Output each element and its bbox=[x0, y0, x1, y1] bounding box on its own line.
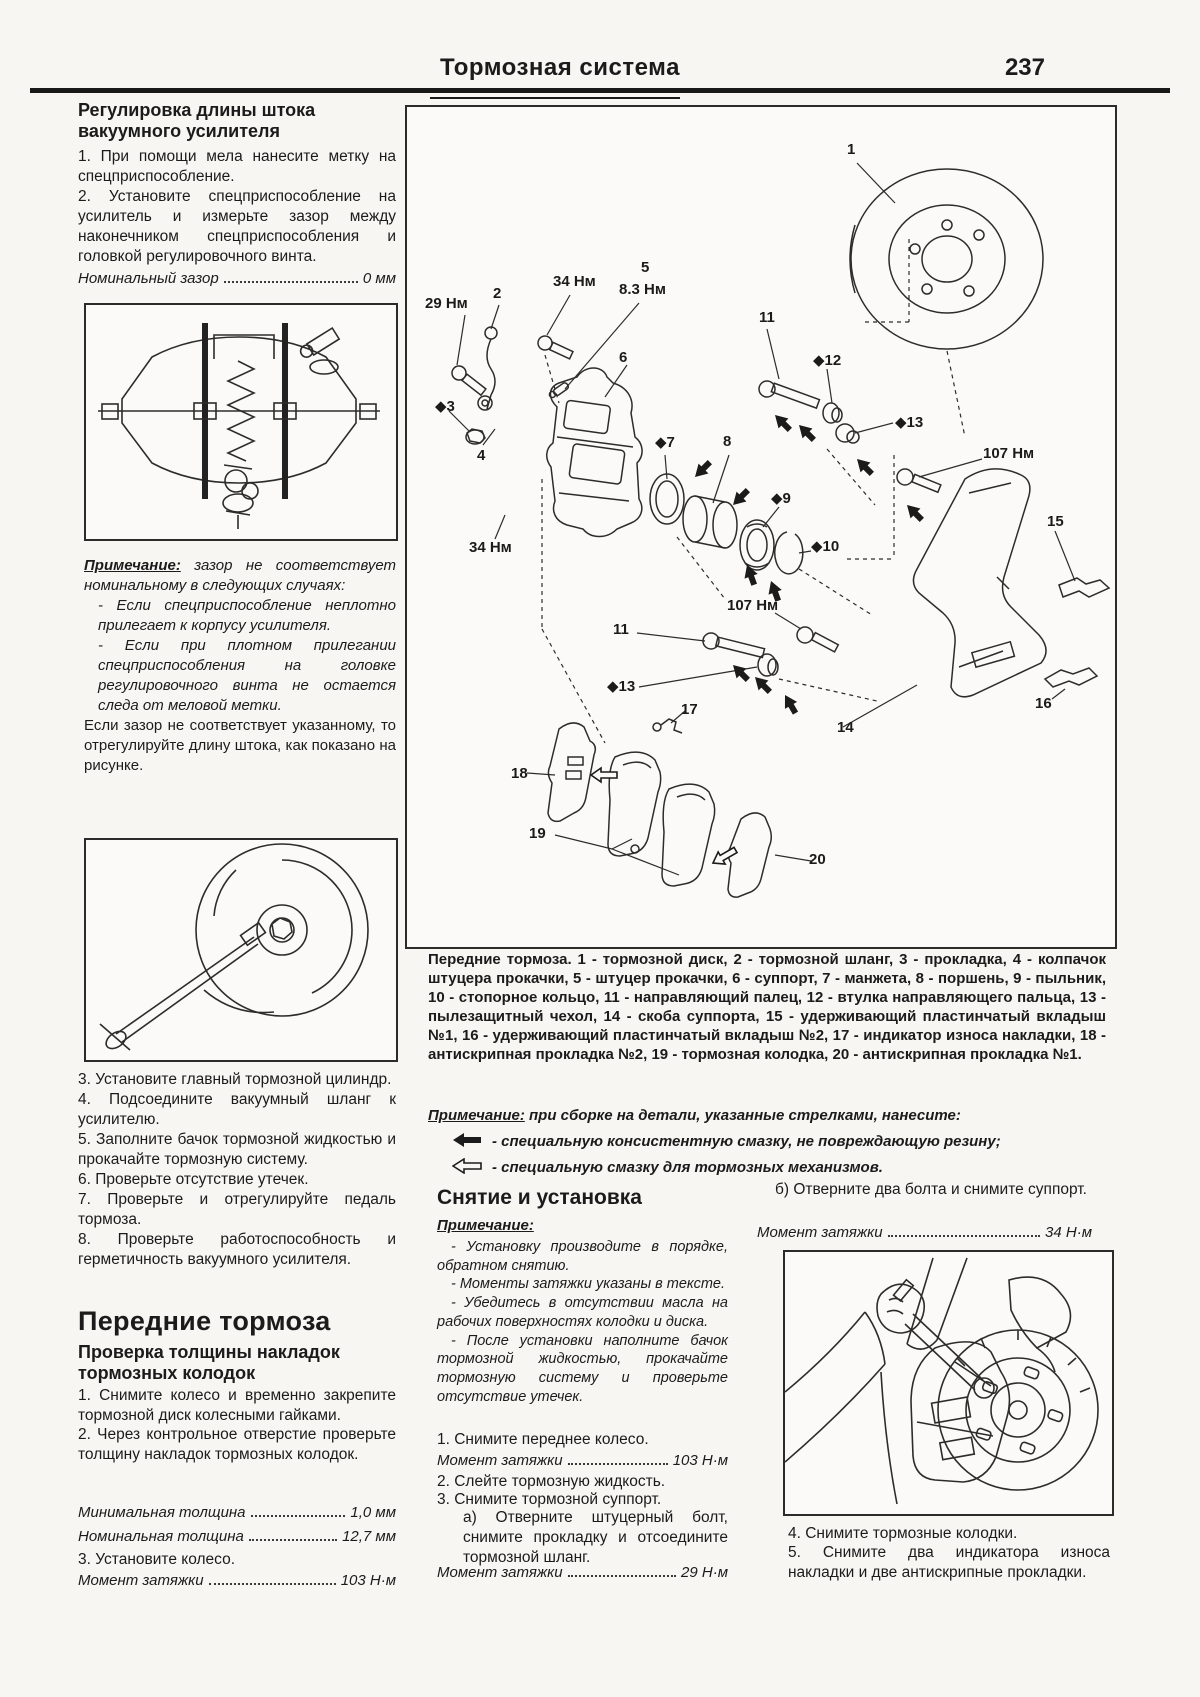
note-intro: зазор не соответствует номинальному в следующих случаях: bbox=[84, 557, 396, 594]
step: 2. Установите спецприспособление на усилитель и измерьте зазор между наконечником спецприспособления и головкой регулировочного винта. bbox=[78, 188, 396, 265]
part-label-1: 1 bbox=[847, 141, 856, 158]
note-lead: Примечание: bbox=[84, 557, 181, 574]
section-title-rod-adjust: Регулировка длины штока вакуумного усилителя bbox=[78, 100, 316, 141]
figure-legend bbox=[428, 1106, 1106, 1125]
part-label-12: ◆12 bbox=[813, 352, 842, 369]
step-drain-fluid: 2. Слейте тормозную жидкость. bbox=[437, 1473, 666, 1490]
spec-nominal-gap bbox=[78, 270, 396, 287]
section-title-removal: Снятие и установка bbox=[437, 1186, 642, 1209]
note-item: - Установку производите в порядке, обратном снятию. bbox=[437, 1239, 728, 1274]
step: 1. Снимите колесо и временно закрепите тормозной диск колесными гайками. bbox=[78, 1387, 396, 1424]
dot-leader bbox=[209, 1583, 336, 1585]
spec-min-thickness bbox=[78, 1504, 396, 1521]
part-label-11-top: 11 bbox=[759, 309, 775, 326]
spec-label: Момент затяжки bbox=[78, 1572, 204, 1589]
note-item: - Если при плотном прилегании спецприспособления на головке регулировочного винта не остается следа от меловой метки. bbox=[98, 637, 396, 714]
legend-lead-line bbox=[428, 1106, 1106, 1125]
caliper-removal-figure bbox=[783, 1250, 1114, 1516]
front-brake-exploded-drawing bbox=[407, 107, 1111, 943]
note-gap bbox=[84, 556, 396, 776]
spec-torque-34 bbox=[757, 1224, 1092, 1241]
vacuum-booster-drawing bbox=[86, 305, 392, 535]
part-label-2: 2 bbox=[493, 285, 502, 302]
removal-note-items bbox=[437, 1238, 728, 1406]
legend-lead: Примечание: bbox=[428, 1107, 525, 1124]
dot-leader bbox=[888, 1235, 1040, 1237]
dot-leader bbox=[224, 281, 358, 283]
torque-label-34nm-bot: 34 Нм bbox=[469, 539, 512, 556]
page-title: Тормозная система bbox=[440, 54, 680, 81]
spec-label: Номинальный зазор bbox=[78, 270, 219, 287]
part-label-18: 18 bbox=[511, 765, 528, 782]
part-label-13-bot: ◆13 bbox=[607, 678, 636, 695]
step-install-wheel: 3. Установите колесо. bbox=[78, 1551, 236, 1568]
vacuum-booster-figure bbox=[84, 303, 398, 541]
note-item: - Моменты затяжки указаны в тексте. bbox=[451, 1276, 725, 1293]
step: 8. Проверьте работоспособность и герметичность вакуумного усилителя. bbox=[78, 1231, 396, 1268]
spec-value: 34 Н·м bbox=[1045, 1224, 1092, 1241]
spec-label: Момент затяжки bbox=[757, 1224, 883, 1241]
outline-arrow-icon bbox=[452, 1158, 482, 1174]
spec-value: 12,7 мм bbox=[342, 1528, 396, 1545]
note-item: - Если спецприспособление неплотно прилегает к корпусу усилителя. bbox=[98, 597, 396, 634]
step: 4. Подсоедините вакуумный шланг к усилителю. bbox=[78, 1091, 396, 1128]
dot-leader bbox=[568, 1575, 676, 1577]
spec-torque-103 bbox=[78, 1572, 396, 1589]
part-label-8: 8 bbox=[723, 433, 732, 450]
rod-adjust-figure bbox=[84, 838, 398, 1062]
spec-label: Момент затяжки bbox=[437, 1452, 563, 1469]
step: 7. Проверьте и отрегулируйте педаль тормоза. bbox=[78, 1191, 396, 1228]
page-number: 237 bbox=[1004, 54, 1045, 81]
step-remove-pads: 4. Снимите тормозные колодки. bbox=[788, 1525, 1018, 1542]
part-label-11-bot: 11 bbox=[613, 621, 629, 638]
spec-torque-103-mid bbox=[437, 1452, 728, 1469]
section-title-front-brakes: Передние тормоза bbox=[78, 1306, 331, 1336]
spec-nom-thickness bbox=[78, 1528, 396, 1545]
part-label-13-top: ◆13 bbox=[895, 414, 924, 431]
rod-adjust-steps-2 bbox=[78, 1070, 396, 1270]
removal-note-lead: Примечание: bbox=[437, 1217, 534, 1234]
part-label-17: 17 bbox=[681, 701, 698, 718]
step-remove-wheel: 1. Снимите переднее колесо. bbox=[437, 1431, 649, 1448]
torque-label-107nm-mid: 107 Нм bbox=[727, 597, 779, 614]
figure-caption: Передние тормоза. 1 - тормозной диск, 2 - тормозной шланг, 3 - прокладка, 4 - колпачок штуцера прокачки, 5 - штуцер прокачки, 6 - суппорт, 7 - манжета, 8 - поршень, 9 - пыльник, 10 - стопорное кольцо, 11 - направляющий палец, 12 - втулка направляющего пальца, 13 - пылезащитный чехол, 14 - скоба суппорта, 15 - удерживающий пластинчатый вкладыш №1, 16 - удерживающий пластинчатый вкладыш №2, 17 - индикатор износа накладки, 18 - антискрипная прокладка №2, 19 - тормозная колодка, 20 - антискрипная прокладка №1. bbox=[428, 951, 1106, 1063]
step: 2. Через контрольное отверстие проверьте толщину накладок тормозных колодок. bbox=[78, 1426, 396, 1463]
part-label-15: 15 bbox=[1047, 513, 1064, 530]
step: 5. Заполните бачок тормозной жидкостью и прокачайте тормозную систему. bbox=[78, 1131, 396, 1168]
part-label-6: 6 bbox=[619, 349, 628, 366]
subsection-pad-thickness: Проверка толщины накладок тормозных колодок bbox=[78, 1342, 340, 1383]
spec-torque-29 bbox=[437, 1564, 728, 1581]
spec-label: Номинальная толщина bbox=[78, 1528, 244, 1545]
torque-label-29nm: 29 Нм bbox=[425, 295, 468, 312]
spec-label: Момент затяжки bbox=[437, 1564, 563, 1581]
part-label-20: 20 bbox=[809, 851, 826, 868]
step: 3. Установите главный тормозной цилиндр. bbox=[78, 1071, 392, 1088]
part-label-16: 16 bbox=[1035, 695, 1052, 712]
part-label-19: 19 bbox=[529, 825, 546, 842]
header-rule-2 bbox=[430, 97, 680, 99]
part-label-9: ◆9 bbox=[771, 490, 791, 507]
note-items bbox=[84, 596, 396, 716]
solid-arrow-icon bbox=[452, 1132, 482, 1148]
part-label-14: 14 bbox=[837, 719, 854, 736]
part-label-5: 5 bbox=[641, 259, 650, 276]
spec-label: Минимальная толщина bbox=[78, 1504, 246, 1521]
pad-check-steps bbox=[78, 1386, 396, 1464]
legend-item-brake-grease: - специальную смазку для тормозных механизмов. bbox=[492, 1159, 883, 1176]
note-lead-line bbox=[84, 556, 396, 596]
dot-leader bbox=[249, 1539, 337, 1541]
spec-value: 103 Н·м bbox=[672, 1452, 728, 1469]
note-item: - После установки наполните бачок тормозной жидкостью, прокачайте тормозную систему и проверьте отсутствие утечек. bbox=[437, 1332, 728, 1405]
removal-note-lead-line bbox=[437, 1216, 728, 1236]
note-item: - Убедитесь в отсутствии масла на рабочих поверхностях колодки и диска. bbox=[437, 1295, 728, 1330]
step-remove-caliper-b: б) Отверните два болта и снимите суппорт. bbox=[775, 1181, 1087, 1198]
note-outro: Если зазор не соответствует указанному, то отрегулируйте длину штока, как показано на рисунке. bbox=[84, 717, 396, 774]
part-label-7: ◆7 bbox=[655, 434, 675, 451]
step: 1. При помощи мела нанесите метку на спецприспособление. bbox=[78, 148, 396, 185]
step: 6. Проверьте отсутствие утечек. bbox=[78, 1171, 309, 1188]
torque-label-107nm-top: 107 Нм bbox=[983, 445, 1035, 462]
step-remove-caliper: 3. Снимите тормозной суппорт. bbox=[437, 1491, 662, 1508]
dot-leader bbox=[568, 1463, 668, 1465]
caliper-removal-drawing bbox=[785, 1252, 1108, 1510]
rod-adjust-steps bbox=[78, 147, 396, 267]
torque-label-34nm-top: 34 Нм bbox=[553, 273, 596, 290]
legend-item-rubber-grease: - специальную консистентную смазку, не повреждающую резину; bbox=[492, 1133, 1001, 1150]
spec-value: 1,0 мм bbox=[350, 1504, 396, 1521]
part-label-4: 4 bbox=[477, 447, 486, 464]
spec-value: 29 Н·м bbox=[681, 1564, 728, 1581]
spec-value: 0 мм bbox=[362, 270, 396, 287]
step-remove-caliper-a: а) Отверните штуцерный болт, снимите прокладку и отсоедините тормозной шланг. bbox=[463, 1509, 728, 1566]
part-label-3: ◆3 bbox=[435, 398, 455, 415]
step-remove-indicators: 5. Снимите два индикатора износа накладки и две антискрипные прокладки. bbox=[788, 1544, 1110, 1581]
rod-adjust-drawing bbox=[86, 840, 392, 1056]
dot-leader bbox=[251, 1515, 346, 1517]
legend-intro: при сборке на детали, указанные стрелками, нанесите: bbox=[524, 1107, 961, 1124]
front-brake-exploded-figure bbox=[405, 105, 1117, 949]
header-rule bbox=[30, 88, 1170, 93]
torque-label-83nm: 8.3 Нм bbox=[619, 281, 666, 298]
spec-value: 103 Н·м bbox=[340, 1572, 396, 1589]
part-label-10: ◆10 bbox=[811, 538, 840, 555]
